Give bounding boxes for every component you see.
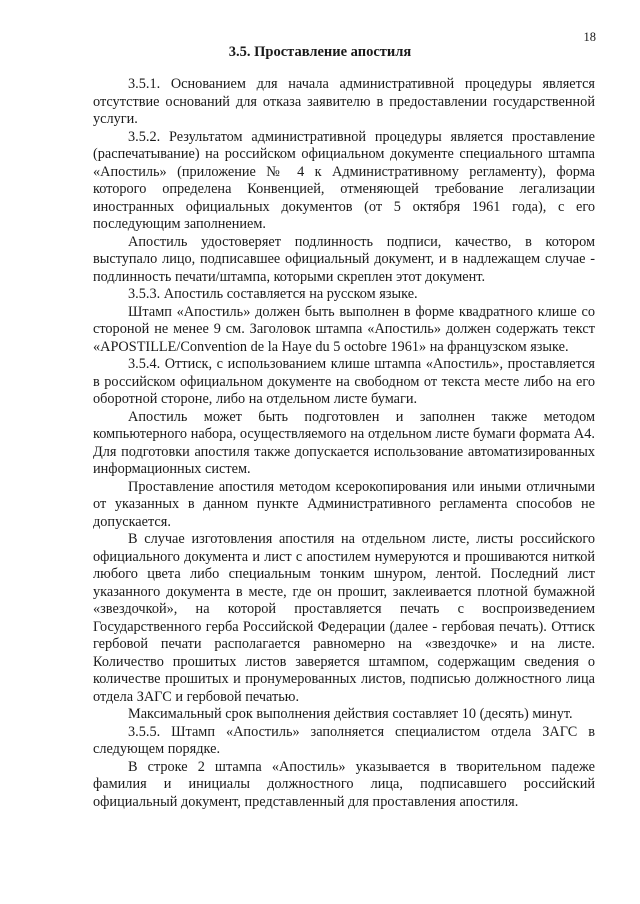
paragraph-3-5-4: 3.5.4. Оттиск, с использованием клише штампа «Апостиль», проставляется в российском официальном документе на свободном от текста месте либо на его оборотной стороне, либо на отдельном листе бумаги. [93,356,595,407]
paragraph-photocopy-forbidden: Проставление апостиля методом ксерокопирования или иными отличными от указанных в данном пункте Административного регламента способов не допускается. [93,478,595,530]
document-body [93,76,595,811]
section-title: 3.5. Проставление апостиля [228,44,412,60]
paragraph-apostille-certifies: Апостиль удостоверяет подлинность подписи, качество, в котором выступало лицо, подписавшее официальный документ, и в надлежащем случае - подлинность печати/штампа, которыми скреплен этот документ. [93,233,595,285]
page-number: 18 [583,30,596,44]
paragraph-computer-typing: Апостиль может быть подготовлен и заполнен также методом компьютерного набора, осуществляемого на отдельном листе бумаги формата А4. Для подготовки апостиля также допускается использование автоматизированных информационных систем. [93,408,595,477]
paragraph-stamp-format: Штамп «Апостиль» должен быть выполнен в форме квадратного клише со стороной не менее 9 см. Заголовок штампа «Апостиль» должен содержать текст «APOSTILLE/Convention de la Haye du 5 octobre 1961» на французском языке. [93,303,595,355]
paragraph-max-duration: Максимальный срок выполнения действия составляет 10 (десять) минут. [128,706,573,722]
paragraph-3-5-3: 3.5.3. Апостиль составляется на русском языке. [128,286,418,302]
paragraph-3-5-2: 3.5.2. Результатом административной процедуры является проставление (распечатывание) на российском официальном документе специального штампа «Апостиль» (приложение № 4 к Административному регламенту), форма которого определена Конвенцией, отменяющей требование легализации иностранных официальных документов (от 5 октября 1961 года), с его последующим заполнением. [93,128,595,232]
paragraph-line-2: В строке 2 штампа «Апостиль» указывается в творительном падеже фамилия и инициалы должностного лица, подписавшего российский официальный документ, представленный для проставления апостиля. [93,758,595,810]
paragraph-separate-sheet: В случае изготовления апостиля на отдельном листе, листы российского официального документа и лист с апостилем нумеруются и прошиваются ниткой любого цвета либо специальным тонким шнуром, лентой. Последний лист указанного документа в месте, где он прошит, заклеивается плотной бумажной «звездочкой», на которой проставляется печать с воспроизведением Государственного герба Российской Федерации (далее - гербовая печать). Оттиск гербовой печати располагается равномерно на «звездочке» и на листе. Количество прошитых листов заверяется штампом, содержащим сведения о количестве прошитых и пронумерованных листов, подписью должностного лица отдела ЗАГС и гербовой печатью. [93,531,595,705]
paragraph-3-5-5: 3.5.5. Штамп «Апостиль» заполняется специалистом отдела ЗАГС в следующем порядке. [93,723,595,757]
paragraph-3-5-1: 3.5.1. Основанием для начала административной процедуры является отсутствие оснований для отказа заявителю в предоставлении государственной услуги. [93,76,595,127]
